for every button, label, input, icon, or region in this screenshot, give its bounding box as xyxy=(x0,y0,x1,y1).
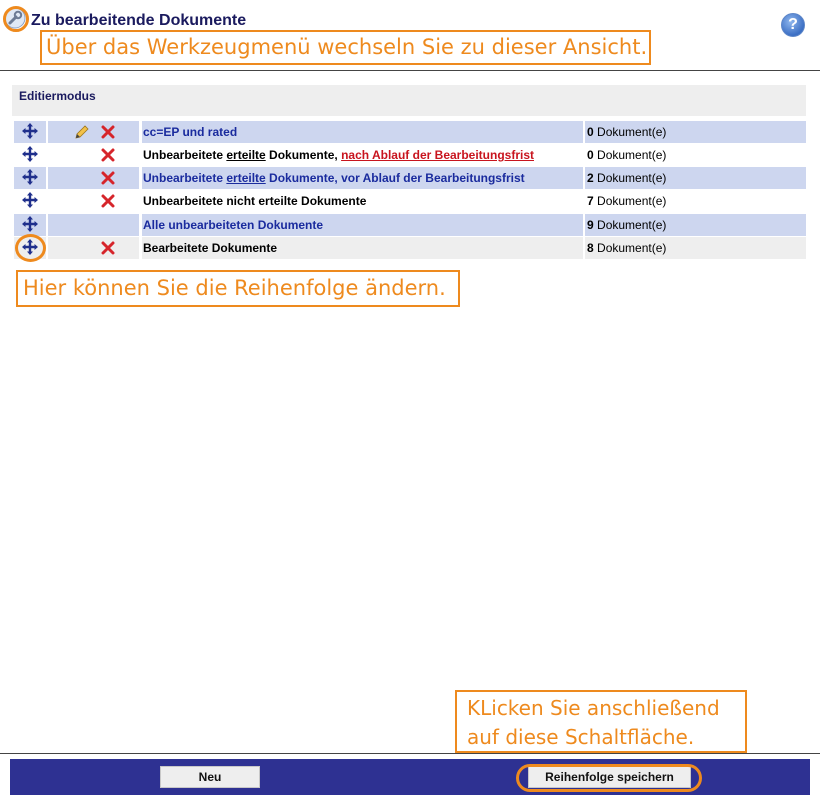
row-name[interactable]: Alle unbearbeiteten Dokumente xyxy=(142,214,583,236)
row-actions xyxy=(48,144,139,166)
row-actions xyxy=(48,237,139,259)
delete-icon[interactable] xyxy=(100,170,116,186)
footer-divider xyxy=(0,753,820,754)
count-value: 8 xyxy=(587,241,594,255)
count-suffix: Dokument(e) xyxy=(597,148,667,162)
help-icon[interactable]: ? xyxy=(781,13,805,37)
row-name-part: Dokumente, vor Ablauf der Bearbeitungsfrist xyxy=(265,171,525,185)
row-name-part: Unbearbeitete xyxy=(143,148,227,162)
table-row xyxy=(14,190,806,212)
row-name-emphasis: erteilte xyxy=(226,148,266,162)
row-name-part: Unbearbeitete xyxy=(143,171,227,185)
move-arrows-icon[interactable] xyxy=(22,169,38,185)
page-title: Zu bearbeitende Dokumente xyxy=(31,12,247,29)
row-name-deadline: nach Ablauf der Bearbeitungsfrist xyxy=(341,148,534,162)
delete-icon[interactable] xyxy=(100,193,116,209)
table-row xyxy=(14,214,806,236)
table-row xyxy=(14,237,806,259)
header-divider xyxy=(0,70,820,71)
row-name-part: Dokumente, xyxy=(265,148,342,162)
move-arrows-icon[interactable] xyxy=(22,146,38,162)
pencil-icon[interactable] xyxy=(74,124,90,140)
annotation-save: KLicken Sie anschließend auf diese Schaltfläche. xyxy=(455,690,747,753)
wrench-highlight-ring xyxy=(3,6,29,32)
edit-mode-label: Editiermodus xyxy=(19,89,96,103)
count-value: 0 xyxy=(587,148,594,162)
row-name[interactable]: cc=EP und rated xyxy=(142,121,583,143)
row-count xyxy=(585,167,806,189)
count-suffix: Dokument(e) xyxy=(597,171,667,185)
new-button[interactable]: Neu xyxy=(160,766,260,788)
row-count xyxy=(585,214,806,236)
edit-mode-bar xyxy=(12,85,806,116)
delete-icon[interactable] xyxy=(100,147,116,163)
row-name-emphasis: erteilte xyxy=(226,171,266,185)
move-handle[interactable] xyxy=(14,214,46,236)
delete-icon[interactable] xyxy=(100,240,116,256)
row-count xyxy=(585,144,806,166)
row-name[interactable] xyxy=(142,167,583,189)
move-handle-highlight-ring xyxy=(15,234,46,262)
delete-icon[interactable] xyxy=(100,124,116,140)
count-value: 9 xyxy=(587,218,594,232)
annotation-toolmenu: Über das Werkzeugmenü wechseln Sie zu dieser Ansicht. xyxy=(40,30,651,65)
row-actions xyxy=(48,214,139,236)
move-handle[interactable] xyxy=(14,167,46,189)
save-order-button[interactable]: Reihenfolge speichern xyxy=(528,766,691,788)
count-value: 0 xyxy=(587,125,594,139)
move-arrows-icon[interactable] xyxy=(22,192,38,208)
table-row xyxy=(14,144,806,166)
row-actions xyxy=(48,121,139,143)
count-suffix: Dokument(e) xyxy=(597,194,667,208)
table-row xyxy=(14,167,806,189)
count-suffix: Dokument(e) xyxy=(597,218,667,232)
row-actions xyxy=(48,167,139,189)
count-value: 7 xyxy=(587,194,594,208)
count-suffix: Dokument(e) xyxy=(597,125,667,139)
row-count xyxy=(585,237,806,259)
save-button-highlight-ring xyxy=(516,764,702,792)
move-handle[interactable] xyxy=(14,190,46,212)
move-arrows-icon[interactable] xyxy=(22,123,38,139)
move-handle[interactable] xyxy=(14,121,46,143)
row-actions xyxy=(48,190,139,212)
annotation-reorder: Hier können Sie die Reihenfolge ändern. xyxy=(16,270,460,307)
move-handle[interactable] xyxy=(14,144,46,166)
move-arrows-icon[interactable] xyxy=(22,216,38,232)
table-row xyxy=(14,121,806,143)
count-suffix: Dokument(e) xyxy=(597,241,667,255)
row-count xyxy=(585,190,806,212)
row-name[interactable]: Bearbeitete Dokumente xyxy=(142,237,583,259)
row-name[interactable]: Unbearbeitete nicht erteilte Dokumente xyxy=(142,190,583,212)
row-count xyxy=(585,121,806,143)
row-name[interactable] xyxy=(142,144,583,166)
count-value: 2 xyxy=(587,171,594,185)
